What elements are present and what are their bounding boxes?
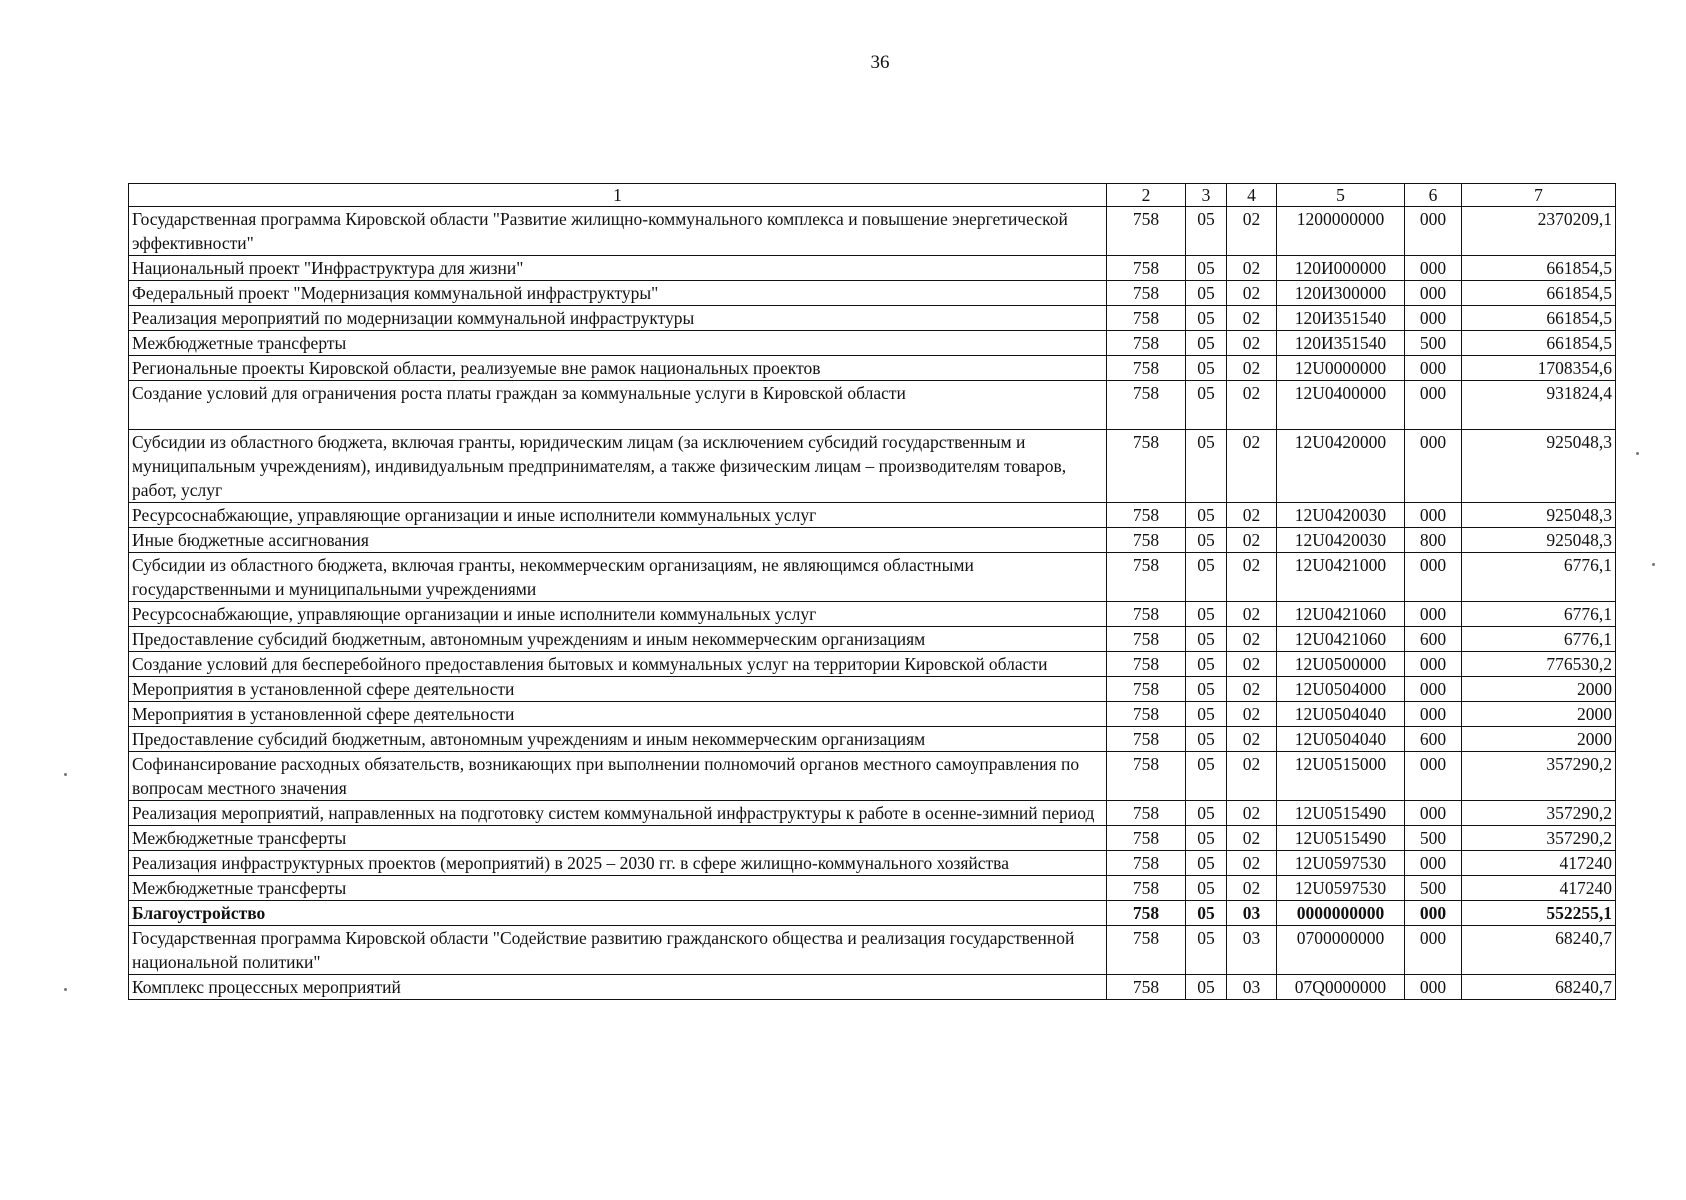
section-cell: 05: [1186, 430, 1227, 503]
expense-type-cell: 000: [1405, 702, 1462, 727]
amount-cell: 661854,5: [1462, 256, 1616, 281]
admin-code-cell: 758: [1107, 926, 1186, 975]
row-name-cell: Межбюджетные трансферты: [129, 331, 1107, 356]
row-name-cell: Мероприятия в установленной сфере деятельности: [129, 677, 1107, 702]
admin-code-cell: 758: [1107, 826, 1186, 851]
expense-type-cell: 000: [1405, 503, 1462, 528]
expense-type-cell: 000: [1405, 851, 1462, 876]
admin-code-cell: 758: [1107, 207, 1186, 256]
amount-cell: 2370209,1: [1462, 207, 1616, 256]
admin-code-cell: 758: [1107, 430, 1186, 503]
target-article-cell: 120И351540: [1277, 306, 1405, 331]
table-row: [129, 975, 1616, 1000]
admin-code-cell: 758: [1107, 652, 1186, 677]
expense-type-cell: 000: [1405, 207, 1462, 256]
row-name-cell: Ресурсоснабжающие, управляющие организации и иные исполнители коммунальных услуг: [129, 602, 1107, 627]
scan-speck: [64, 773, 67, 776]
section-cell: 05: [1186, 801, 1227, 826]
expense-type-cell: 500: [1405, 826, 1462, 851]
table-row: [129, 702, 1616, 727]
admin-code-cell: 758: [1107, 356, 1186, 381]
subsection-cell: 02: [1227, 727, 1277, 752]
target-article-cell: 12U0500000: [1277, 652, 1405, 677]
admin-code-cell: 758: [1107, 851, 1186, 876]
table-row: [129, 801, 1616, 826]
target-article-cell: 12U0515490: [1277, 826, 1405, 851]
target-article-cell: 12U0420030: [1277, 503, 1405, 528]
table-header-row: [129, 184, 1616, 207]
subsection-cell: 02: [1227, 876, 1277, 901]
expense-type-cell: 000: [1405, 602, 1462, 627]
amount-cell: 6776,1: [1462, 602, 1616, 627]
target-article-cell: 0700000000: [1277, 926, 1405, 975]
expense-type-cell: 000: [1405, 752, 1462, 801]
section-cell: 05: [1186, 876, 1227, 901]
admin-code-cell: 758: [1107, 281, 1186, 306]
column-header: 4: [1227, 184, 1277, 207]
section-cell: 05: [1186, 381, 1227, 430]
subsection-cell: 02: [1227, 652, 1277, 677]
row-name-cell: Региональные проекты Кировской области, реализуемые вне рамок национальных проектов: [129, 356, 1107, 381]
amount-cell: 357290,2: [1462, 752, 1616, 801]
expense-type-cell: 000: [1405, 975, 1462, 1000]
target-article-cell: 12U0421060: [1277, 602, 1405, 627]
expense-type-cell: 000: [1405, 306, 1462, 331]
row-name-cell: Предоставление субсидий бюджетным, автономным учреждениям и иным некоммерческим организациям: [129, 727, 1107, 752]
subsection-cell: 02: [1227, 207, 1277, 256]
section-cell: 05: [1186, 851, 1227, 876]
subsection-cell: 02: [1227, 801, 1277, 826]
row-name-cell: Софинансирование расходных обязательств, возникающих при выполнении полномочий органов местного самоуправления по вопросам местного значения: [129, 752, 1107, 801]
row-name-cell: Предоставление субсидий бюджетным, автономным учреждениям и иным некоммерческим организациям: [129, 627, 1107, 652]
subsection-cell: 02: [1227, 553, 1277, 602]
target-article-cell: 12U0420000: [1277, 430, 1405, 503]
expense-type-cell: 800: [1405, 528, 1462, 553]
column-header: 3: [1186, 184, 1227, 207]
expense-type-cell: 600: [1405, 727, 1462, 752]
amount-cell: 925048,3: [1462, 528, 1616, 553]
target-article-cell: 12U0597530: [1277, 851, 1405, 876]
row-name-cell: Реализация мероприятий, направленных на подготовку систем коммунальной инфраструктуры к работе в осенне-зимний период: [129, 801, 1107, 826]
section-cell: 05: [1186, 901, 1227, 926]
expense-type-cell: 000: [1405, 677, 1462, 702]
row-name-cell: Межбюджетные трансферты: [129, 826, 1107, 851]
amount-cell: 661854,5: [1462, 281, 1616, 306]
admin-code-cell: 758: [1107, 752, 1186, 801]
row-name-cell: Государственная программа Кировской области "Развитие жилищно-коммунального комплекса и повышение энергетической эффективности": [129, 207, 1107, 256]
table-row: [129, 430, 1616, 503]
amount-cell: 661854,5: [1462, 306, 1616, 331]
subsection-cell: 02: [1227, 627, 1277, 652]
table-row: [129, 281, 1616, 306]
target-article-cell: 12U0421000: [1277, 553, 1405, 602]
amount-cell: 2000: [1462, 727, 1616, 752]
table-row: [129, 652, 1616, 677]
section-cell: 05: [1186, 553, 1227, 602]
table-row: [129, 602, 1616, 627]
budget-table: [128, 183, 1616, 1000]
table-row: [129, 207, 1616, 256]
table-row: [129, 356, 1616, 381]
section-cell: 05: [1186, 306, 1227, 331]
amount-cell: 2000: [1462, 677, 1616, 702]
row-name-cell: Национальный проект "Инфраструктура для жизни": [129, 256, 1107, 281]
table-row: [129, 677, 1616, 702]
subsection-cell: 03: [1227, 975, 1277, 1000]
section-cell: 05: [1186, 975, 1227, 1000]
section-cell: 05: [1186, 207, 1227, 256]
target-article-cell: 0000000000: [1277, 901, 1405, 926]
section-cell: 05: [1186, 627, 1227, 652]
subsection-cell: 02: [1227, 702, 1277, 727]
target-article-cell: 12U0420030: [1277, 528, 1405, 553]
table-row: [129, 851, 1616, 876]
section-cell: 05: [1186, 281, 1227, 306]
subsection-cell: 02: [1227, 677, 1277, 702]
target-article-cell: 12U0400000: [1277, 381, 1405, 430]
admin-code-cell: 758: [1107, 553, 1186, 602]
subsection-cell: 02: [1227, 381, 1277, 430]
row-name-cell: Субсидии из областного бюджета, включая гранты, некоммерческим организациям, не являющимся областными государственными и муниципальными учреждениями: [129, 553, 1107, 602]
column-header: 7: [1462, 184, 1616, 207]
subsection-cell: 02: [1227, 356, 1277, 381]
table-row: [129, 876, 1616, 901]
amount-cell: 2000: [1462, 702, 1616, 727]
section-cell: 05: [1186, 256, 1227, 281]
amount-cell: 552255,1: [1462, 901, 1616, 926]
admin-code-cell: 758: [1107, 528, 1186, 553]
admin-code-cell: 758: [1107, 503, 1186, 528]
section-cell: 05: [1186, 752, 1227, 801]
section-cell: 05: [1186, 528, 1227, 553]
table-row: [129, 503, 1616, 528]
target-article-cell: 12U0504040: [1277, 727, 1405, 752]
admin-code-cell: 758: [1107, 256, 1186, 281]
expense-type-cell: 500: [1405, 331, 1462, 356]
section-cell: 05: [1186, 652, 1227, 677]
subsection-cell: 02: [1227, 602, 1277, 627]
amount-cell: 931824,4: [1462, 381, 1616, 430]
column-header: 5: [1277, 184, 1405, 207]
target-article-cell: 120И351540: [1277, 331, 1405, 356]
admin-code-cell: 758: [1107, 331, 1186, 356]
amount-cell: 357290,2: [1462, 801, 1616, 826]
subsection-cell: 02: [1227, 430, 1277, 503]
target-article-cell: 12U0515000: [1277, 752, 1405, 801]
row-name-cell: Государственная программа Кировской области "Содействие развитию гражданского общества и реализация государственной национальной политики": [129, 926, 1107, 975]
amount-cell: 417240: [1462, 851, 1616, 876]
target-article-cell: 12U0504040: [1277, 702, 1405, 727]
target-article-cell: 07Q0000000: [1277, 975, 1405, 1000]
expense-type-cell: 000: [1405, 553, 1462, 602]
expense-type-cell: 000: [1405, 801, 1462, 826]
table-row: [129, 306, 1616, 331]
expense-type-cell: 000: [1405, 256, 1462, 281]
target-article-cell: 12U0515490: [1277, 801, 1405, 826]
table-row: [129, 627, 1616, 652]
subsection-cell: 02: [1227, 281, 1277, 306]
amount-cell: 776530,2: [1462, 652, 1616, 677]
row-name-cell: Межбюджетные трансферты: [129, 876, 1107, 901]
expense-type-cell: 000: [1405, 901, 1462, 926]
amount-cell: 68240,7: [1462, 926, 1616, 975]
subsection-cell: 02: [1227, 752, 1277, 801]
row-name-cell: Реализация инфраструктурных проектов (мероприятий) в 2025 – 2030 гг. в сфере жилищно-коммунального хозяйства: [129, 851, 1107, 876]
table-row: [129, 826, 1616, 851]
table-row: [129, 331, 1616, 356]
row-name-cell: Комплекс процессных мероприятий: [129, 975, 1107, 1000]
amount-cell: 68240,7: [1462, 975, 1616, 1000]
table-row: [129, 528, 1616, 553]
admin-code-cell: 758: [1107, 901, 1186, 926]
expense-type-cell: 000: [1405, 652, 1462, 677]
amount-cell: 925048,3: [1462, 503, 1616, 528]
row-name-cell: Реализация мероприятий по модернизации коммунальной инфраструктуры: [129, 306, 1107, 331]
admin-code-cell: 758: [1107, 702, 1186, 727]
row-name-cell: Мероприятия в установленной сфере деятельности: [129, 702, 1107, 727]
scan-speck: [64, 988, 67, 991]
column-header: 2: [1107, 184, 1186, 207]
subsection-cell: 02: [1227, 331, 1277, 356]
subsection-cell: 03: [1227, 901, 1277, 926]
section-cell: 05: [1186, 702, 1227, 727]
admin-code-cell: 758: [1107, 876, 1186, 901]
section-cell: 05: [1186, 356, 1227, 381]
amount-cell: 661854,5: [1462, 331, 1616, 356]
row-name-cell: Создание условий для ограничения роста платы граждан за коммунальные услуги в Кировской области: [129, 381, 1107, 430]
table-row: [129, 381, 1616, 430]
amount-cell: 417240: [1462, 876, 1616, 901]
table-row: [129, 926, 1616, 975]
expense-type-cell: 000: [1405, 430, 1462, 503]
section-cell: 05: [1186, 677, 1227, 702]
admin-code-cell: 758: [1107, 801, 1186, 826]
expense-type-cell: 500: [1405, 876, 1462, 901]
target-article-cell: 1200000000: [1277, 207, 1405, 256]
table-row: [129, 553, 1616, 602]
section-cell: 05: [1186, 926, 1227, 975]
row-name-cell: Иные бюджетные ассигнования: [129, 528, 1107, 553]
section-cell: 05: [1186, 727, 1227, 752]
admin-code-cell: 758: [1107, 975, 1186, 1000]
amount-cell: 357290,2: [1462, 826, 1616, 851]
section-cell: 05: [1186, 826, 1227, 851]
admin-code-cell: 758: [1107, 627, 1186, 652]
expense-type-cell: 000: [1405, 356, 1462, 381]
row-name-cell: Ресурсоснабжающие, управляющие организации и иные исполнители коммунальных услуг: [129, 503, 1107, 528]
expense-type-cell: 000: [1405, 281, 1462, 306]
subsection-cell: 02: [1227, 851, 1277, 876]
subsection-cell: 02: [1227, 528, 1277, 553]
amount-cell: 6776,1: [1462, 627, 1616, 652]
subsection-cell: 02: [1227, 826, 1277, 851]
admin-code-cell: 758: [1107, 677, 1186, 702]
row-name-cell: Благоустройство: [129, 901, 1107, 926]
scan-speck: [1636, 452, 1639, 455]
target-article-cell: 12U0000000: [1277, 356, 1405, 381]
section-cell: 05: [1186, 331, 1227, 356]
table-row: [129, 727, 1616, 752]
scan-speck: [1652, 563, 1655, 566]
amount-cell: 925048,3: [1462, 430, 1616, 503]
column-header: 1: [129, 184, 1107, 207]
amount-cell: 1708354,6: [1462, 356, 1616, 381]
section-cell: 05: [1186, 602, 1227, 627]
table-row: [129, 752, 1616, 801]
subsection-cell: 02: [1227, 503, 1277, 528]
target-article-cell: 120И300000: [1277, 281, 1405, 306]
admin-code-cell: 758: [1107, 306, 1186, 331]
subsection-cell: 02: [1227, 256, 1277, 281]
page-number: 36: [870, 52, 890, 73]
admin-code-cell: 758: [1107, 602, 1186, 627]
admin-code-cell: 758: [1107, 381, 1186, 430]
amount-cell: 6776,1: [1462, 553, 1616, 602]
target-article-cell: 12U0421060: [1277, 627, 1405, 652]
table-row: [129, 901, 1616, 926]
expense-type-cell: 000: [1405, 381, 1462, 430]
target-article-cell: 120И000000: [1277, 256, 1405, 281]
row-name-cell: Федеральный проект "Модернизация коммунальной инфраструктуры": [129, 281, 1107, 306]
expense-type-cell: 600: [1405, 627, 1462, 652]
subsection-cell: 02: [1227, 306, 1277, 331]
subsection-cell: 03: [1227, 926, 1277, 975]
row-name-cell: Создание условий для бесперебойного предоставления бытовых и коммунальных услуг на территории Кировской области: [129, 652, 1107, 677]
expense-type-cell: 000: [1405, 926, 1462, 975]
admin-code-cell: 758: [1107, 727, 1186, 752]
section-cell: 05: [1186, 503, 1227, 528]
target-article-cell: 12U0597530: [1277, 876, 1405, 901]
row-name-cell: Субсидии из областного бюджета, включая гранты, юридическим лицам (за исключением субсидий государственным и муниципальным учреждениям), индивидуальным предпринимателям, а также физическим лицам – производителям товаров, работ, услуг: [129, 430, 1107, 503]
target-article-cell: 12U0504000: [1277, 677, 1405, 702]
table-row: [129, 256, 1616, 281]
column-header: 6: [1405, 184, 1462, 207]
